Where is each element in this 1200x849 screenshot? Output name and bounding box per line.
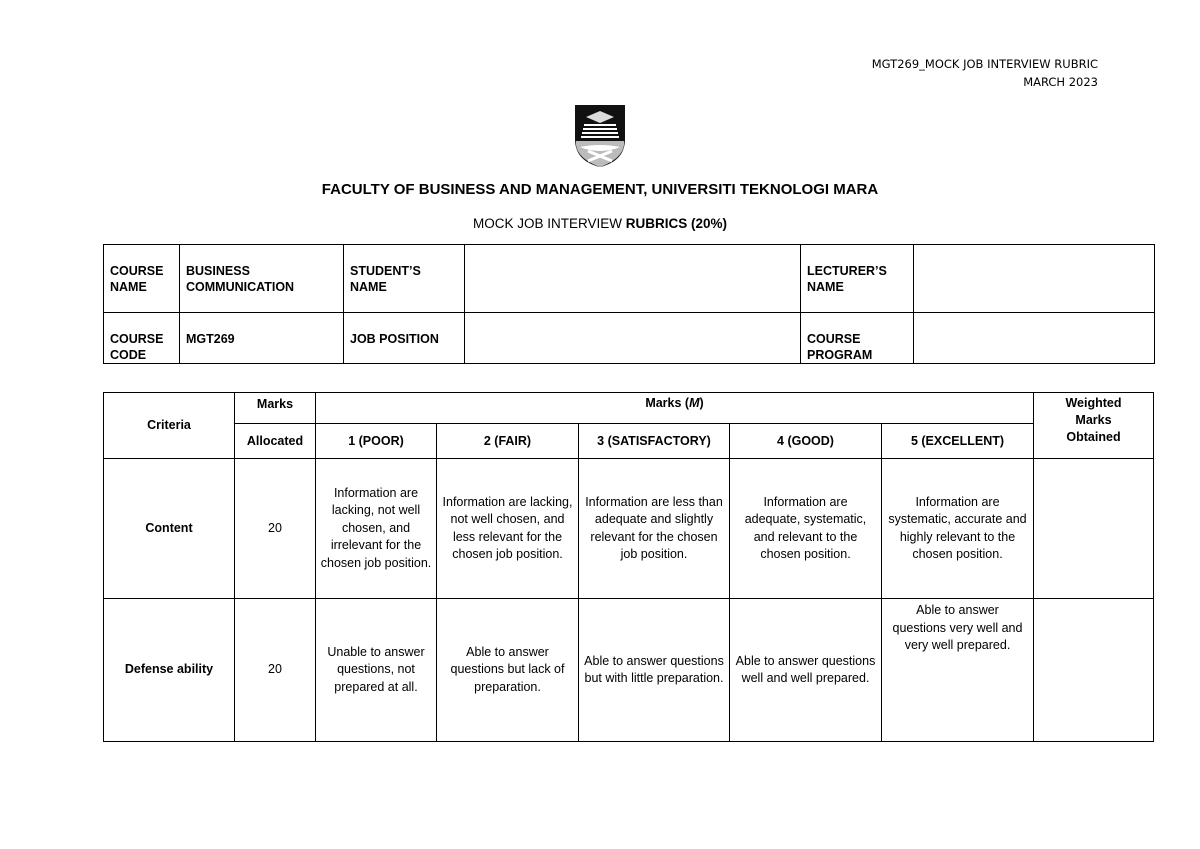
- uitm-crest-icon: [572, 103, 628, 169]
- job-position-label: JOB POSITION: [344, 313, 465, 364]
- rubric-table: [103, 392, 1154, 742]
- course-code-value: MGT269: [180, 313, 344, 364]
- descriptor-content-satisfactory: Information are less than adequate and slightly relevant for the chosen job position.: [579, 459, 730, 599]
- job-position-field[interactable]: [465, 313, 801, 364]
- descriptor-content-excellent: Information are systematic, accurate and highly relevant to the chosen position.: [882, 459, 1034, 599]
- descriptor-defense-excellent: Able to answer questions very well and very well prepared.: [882, 599, 1034, 742]
- document-header: [872, 55, 1098, 91]
- allocated-header: Allocated: [235, 424, 316, 459]
- rubric-header-row-2: [104, 424, 1154, 459]
- student-name-field[interactable]: [465, 245, 801, 313]
- rubric-row-defense: [104, 599, 1154, 742]
- info-row-2: [104, 313, 1155, 364]
- course-program-field[interactable]: [914, 313, 1155, 364]
- subtitle-part-2: RUBRICS (20%): [625, 216, 728, 231]
- header-course-title: MGT269_MOCK JOB INTERVIEW RUBRIC: [871, 57, 1098, 71]
- rubric-header-row-1: [104, 393, 1154, 424]
- level-header-fair: 2 (FAIR): [437, 424, 579, 459]
- descriptor-content-poor: Information are lacking, not well chosen, and irrelevant for the chosen job position.: [316, 459, 437, 599]
- criteria-content: Content: [104, 459, 235, 599]
- marks-allocated-content: 20: [235, 459, 316, 599]
- weighted-marks-content[interactable]: [1034, 459, 1154, 599]
- lecturer-name-label: LECTURER’S NAME: [801, 245, 914, 313]
- weighted-marks-defense[interactable]: [1034, 599, 1154, 742]
- course-program-label: COURSE PROGRAM: [801, 313, 914, 364]
- descriptor-content-fair: Information are lacking, not well chosen, and less relevant for the chosen job position.: [437, 459, 579, 599]
- page-title: FACULTY OF BUSINESS AND MANAGEMENT, UNIVERSITI TEKNOLOGI MARA: [321, 181, 879, 198]
- level-header-good: 4 (GOOD): [730, 424, 882, 459]
- course-info-table: [103, 244, 1155, 364]
- criteria-header: Criteria: [104, 393, 235, 459]
- marks-m-header: Marks (M): [316, 393, 1034, 424]
- course-name-label: COURSE NAME: [104, 245, 180, 313]
- header-date: MARCH 2023: [1023, 75, 1098, 89]
- page-subtitle: [0, 216, 1200, 231]
- descriptor-defense-satisfactory: Able to answer questions but with little preparation.: [579, 599, 730, 742]
- descriptor-content-good: Information are adequate, systematic, and relevant to the chosen position.: [730, 459, 882, 599]
- course-name-value: BUSINESS COMMUNICATION: [180, 245, 344, 313]
- weighted-marks-header: Weighted Marks Obtained: [1034, 393, 1154, 459]
- info-row-1: [104, 245, 1155, 313]
- lecturer-name-field[interactable]: [914, 245, 1155, 313]
- course-code-label: COURSE CODE: [104, 313, 180, 364]
- marks-allocated-defense: 20: [235, 599, 316, 742]
- descriptor-defense-good: Able to answer questions well and well prepared.: [730, 599, 882, 742]
- subtitle-part-1: MOCK JOB INTERVIEW: [472, 216, 626, 231]
- descriptor-defense-poor: Unable to answer questions, not prepared at all.: [316, 599, 437, 742]
- descriptor-defense-fair: Able to answer questions but lack of preparation.: [437, 599, 579, 742]
- rubric-row-content: [104, 459, 1154, 599]
- student-name-label: STUDENT’S NAME: [344, 245, 465, 313]
- level-header-satisfactory: 3 (SATISFACTORY): [579, 424, 730, 459]
- marks-header: Marks: [235, 393, 316, 424]
- level-header-excellent: 5 (EXCELLENT): [882, 424, 1034, 459]
- criteria-defense: Defense ability: [104, 599, 235, 742]
- level-header-poor: 1 (POOR): [316, 424, 437, 459]
